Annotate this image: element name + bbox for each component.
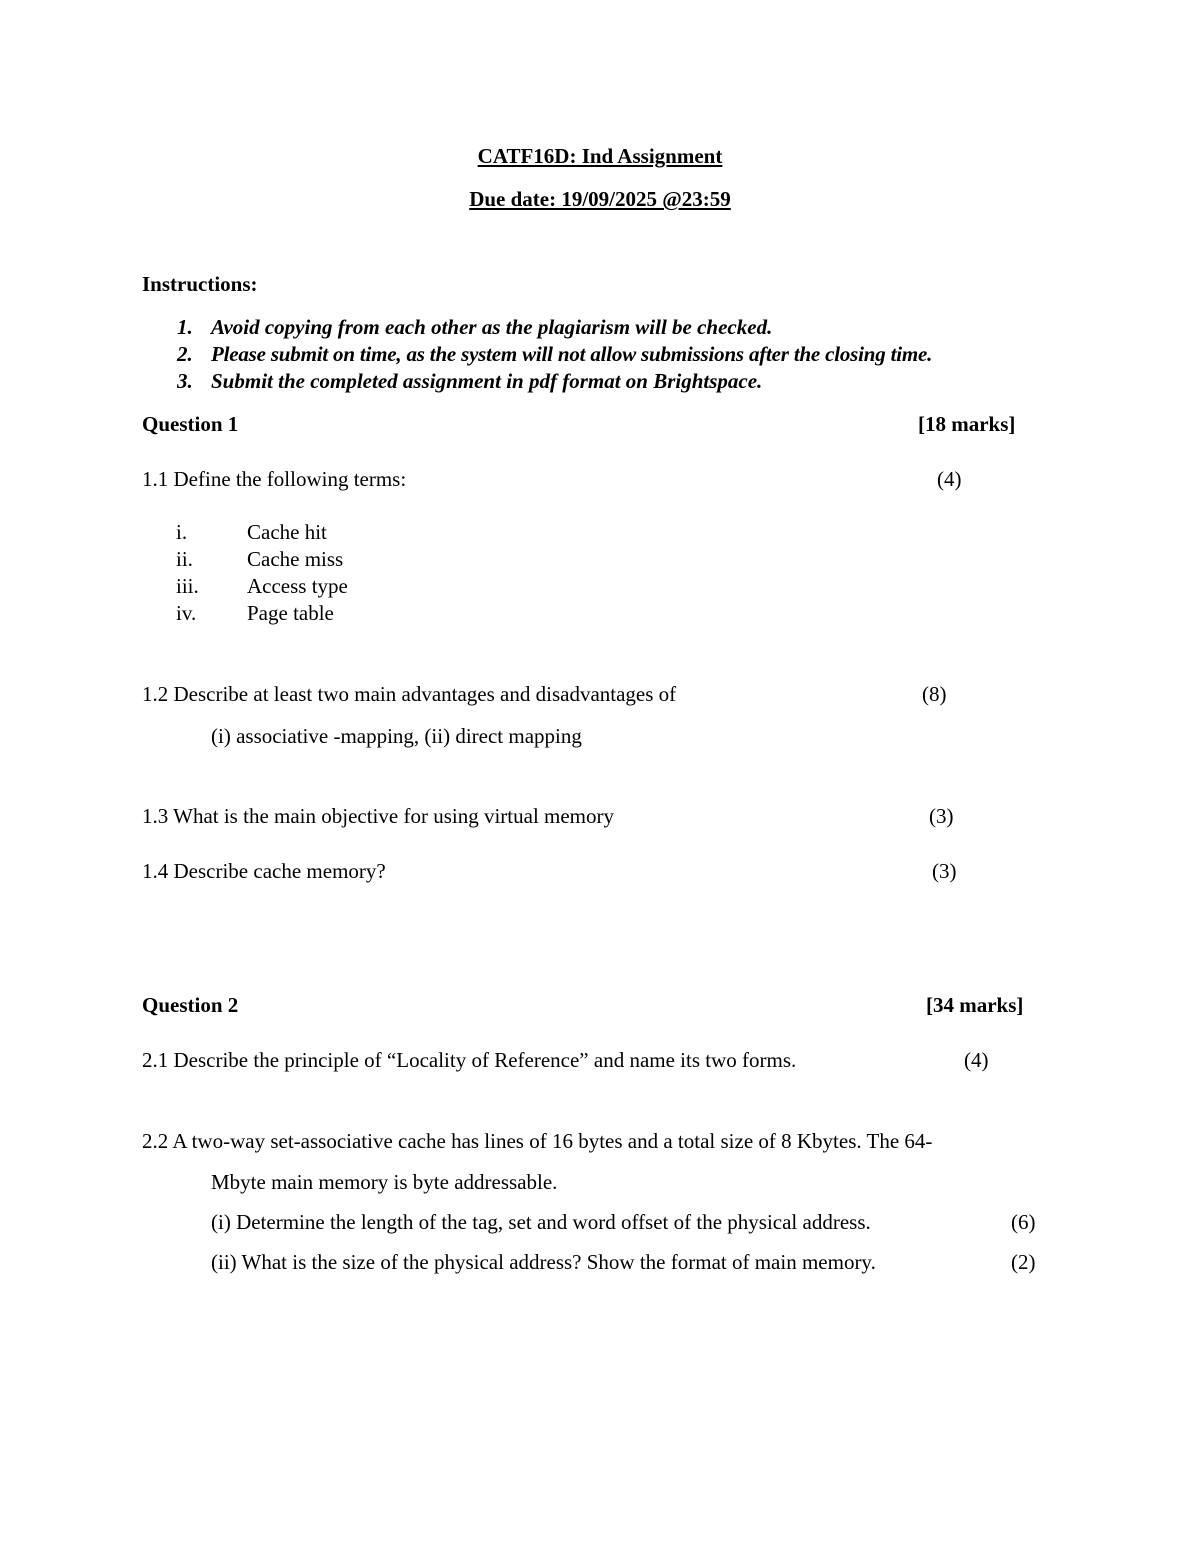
question-1-4-text: 1.4 Describe cache memory? [142, 859, 386, 883]
term-text: Cache hit [247, 520, 327, 544]
question-1-2-continuation: (i) associative -mapping, (ii) direct mapping [211, 724, 582, 748]
question-2-2-part-i: (i) Determine the length of the tag, set and word offset of the physical address. [211, 1210, 871, 1234]
term-number: ii. [176, 547, 193, 571]
instruction-number: 3. [177, 369, 193, 393]
due-date: Due date: 19/09/2025 @23:59 [469, 187, 731, 211]
question-2-1-marks: (4) [964, 1048, 989, 1072]
question-2-2-part-ii: (ii) What is the size of the physical address? Show the format of main memory. [211, 1250, 876, 1274]
term-text: Access type [247, 574, 348, 598]
instruction-number: 1. [177, 315, 193, 339]
instructions-heading: Instructions: [142, 272, 258, 296]
document-title: CATF16D: Ind Assignment [477, 144, 723, 168]
question-1-3-text: 1.3 What is the main objective for using virtual memory [142, 804, 615, 828]
term-number: iv. [176, 601, 197, 625]
instruction-text: Please submit on time, as the system will not allow submissions after the closing time. [211, 342, 933, 366]
instruction-text: Submit the completed assignment in pdf format on Brightspace. [211, 369, 763, 393]
term-text: Cache miss [247, 547, 344, 571]
question-2-2-line2: Mbyte main memory is byte addressable. [211, 1170, 558, 1194]
instruction-number: 2. [177, 342, 193, 366]
question-1-2-marks: (8) [922, 682, 947, 706]
question-1-3-marks: (3) [929, 804, 954, 828]
question-1-1-marks: (4) [937, 467, 962, 491]
question-1-4-marks: (3) [932, 859, 957, 883]
question-2-marks: [34 marks] [926, 993, 1024, 1017]
question-2-2-part-ii-marks: (2) [1011, 1250, 1036, 1274]
term-text: Page table [247, 601, 334, 625]
question-1-marks: [18 marks] [918, 412, 1016, 436]
question-1-1-text: 1.1 Define the following terms: [142, 467, 407, 491]
question-1-2-text: 1.2 Describe at least two main advantages and disadvantages of [142, 682, 677, 706]
question-1-heading: Question 1 [142, 412, 239, 436]
instruction-text: Avoid copying from each other as the plagiarism will be checked. [211, 315, 773, 339]
question-2-2-part-i-marks: (6) [1011, 1210, 1036, 1234]
term-number: i. [176, 520, 188, 544]
question-2-heading: Question 2 [142, 993, 239, 1017]
term-number: iii. [176, 574, 199, 598]
question-2-1-text: 2.1 Describe the principle of “Locality of Reference” and name its two forms. [142, 1048, 797, 1072]
question-2-2-line1: 2.2 A two-way set-associative cache has lines of 16 bytes and a total size of 8 Kbytes. The 64- [142, 1129, 933, 1153]
